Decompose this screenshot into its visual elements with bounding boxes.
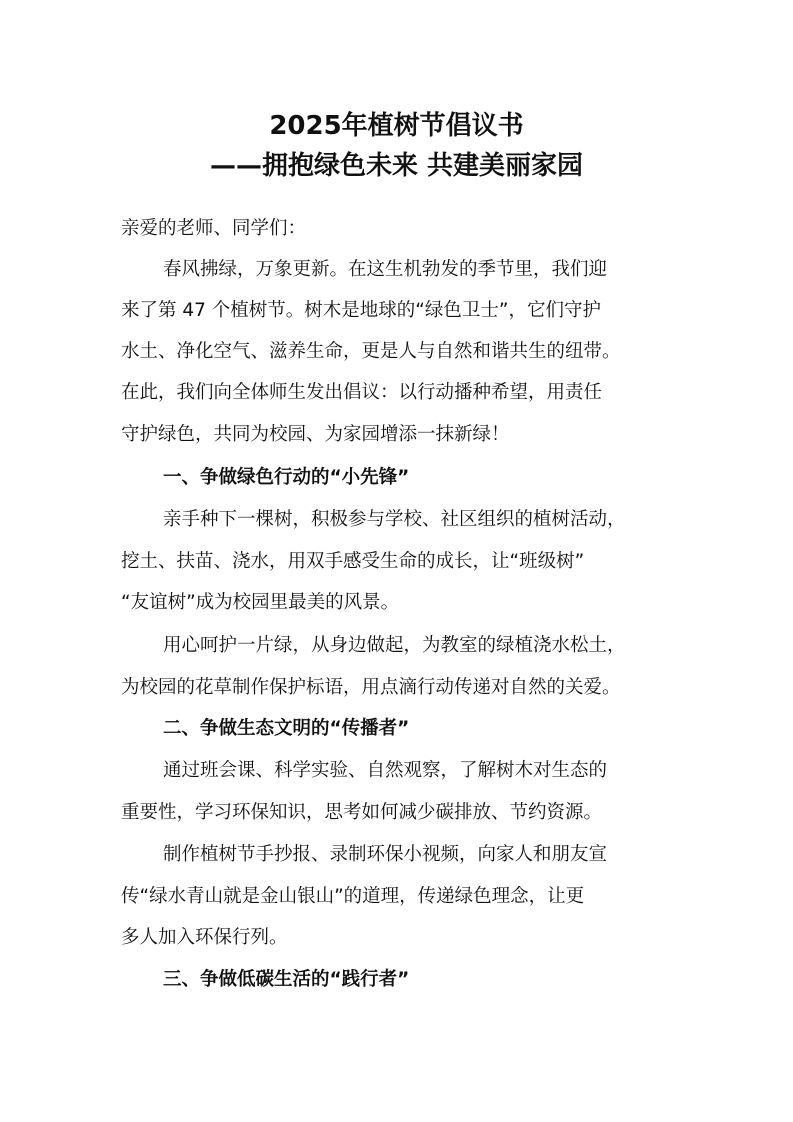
section-1-line: “友谊树”成为校园里最美的风景。: [121, 592, 400, 613]
section-2-line: 制作植树节手抄报、录制环保小视频，向家人和朋友宣: [163, 844, 608, 865]
section-2-line: 重要性，学习环保知识，思考如何减少碳排放、节约资源。: [121, 802, 603, 823]
section-2-line: 多人加入环保行列。: [121, 927, 288, 948]
section-3-heading: 三、争做低碳生活的“践行者”: [163, 969, 410, 990]
intro-line: 来了第 47 个植树节。树木是地球的“绿色卫士”，它们守护: [121, 300, 601, 321]
section-2-line: 通过班会课、科学实验、自然观察，了解树木对生态的: [163, 760, 608, 781]
document-title: 2025年植树节倡议书: [269, 111, 524, 141]
document-subtitle: ——拥抱绿色未来 共建美丽家园: [209, 151, 584, 181]
section-1-line: 挖土、扶苗、浇水，用双手感受生命的成长，让“班级树”: [121, 551, 585, 572]
section-2-line: 传“绿水青山就是金山银山”的道理，传递绿色理念，让更: [121, 886, 585, 907]
intro-line: 守护绿色，共同为校园、为家园增添一抹新绿！: [121, 424, 510, 445]
section-1-line: 用心呵护一片绿，从身边做起，为教室的绿植浇水松土，: [163, 635, 626, 656]
section-1-line: 亲手种下一棵树，积极参与学校、社区组织的植树活动，: [163, 509, 626, 530]
section-1-line: 为校园的花草制作保护标语，用点滴行动传递对自然的关爱。: [121, 677, 621, 698]
section-2-heading: 二、争做生态文明的“传播者”: [163, 718, 410, 739]
intro-line: 水土、净化空气、滋养生命，更是人与自然和谐共生的纽带。: [121, 341, 621, 362]
intro-line: 春风拂绿，万象更新。在这生机勃发的季节里，我们迎: [163, 259, 608, 280]
intro-line: 在此，我们向全体师生发出倡议：以行动播种希望，用责任: [121, 382, 603, 403]
section-1-heading: 一、争做绿色行动的“小先锋”: [163, 467, 410, 488]
salutation: 亲爱的老师、同学们：: [121, 218, 307, 239]
